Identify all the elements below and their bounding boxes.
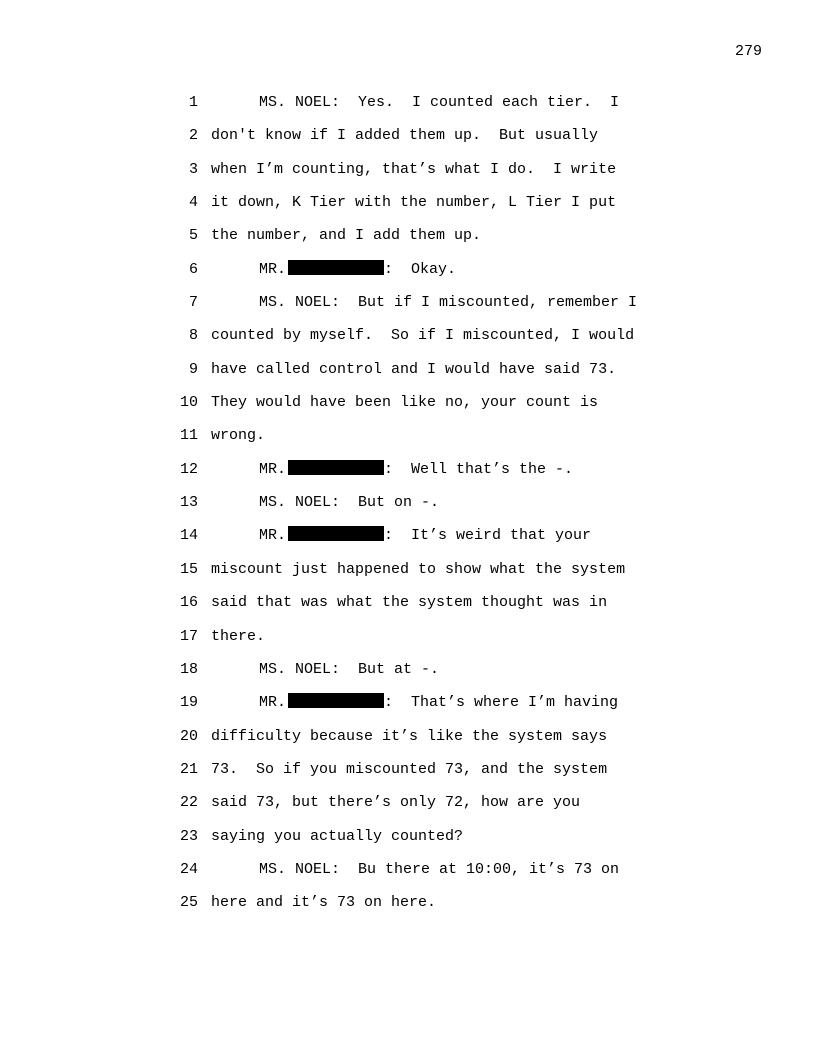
transcript-line [175, 426, 775, 459]
line-text-content: 73. So if you miscounted 73, and the system [211, 760, 608, 778]
transcript-line [175, 526, 775, 559]
line-text-content: difficulty because it’s like the system says [211, 727, 608, 745]
line-text [211, 226, 481, 246]
line-text-content: MS. NOEL: But if I miscounted, remember I [259, 294, 638, 312]
line-text [211, 393, 598, 413]
line-number: 13 [179, 494, 198, 512]
line-number: 23 [179, 827, 198, 845]
line-number: 6 [188, 260, 198, 278]
transcript-line [175, 160, 775, 193]
redaction-block [288, 460, 384, 475]
line-text-content: MS. NOEL: Yes. I counted each tier. I [259, 94, 620, 111]
line-text-content: MS. NOEL: But at -. [259, 660, 440, 678]
line-text-content: counted by myself. So if I miscounted, I would [211, 327, 635, 345]
line-text [211, 627, 265, 647]
line-text-content: MR. [259, 260, 287, 278]
line-number: 7 [188, 294, 198, 312]
line-text [211, 426, 265, 446]
transcript-line [175, 493, 775, 526]
line-text [211, 460, 573, 480]
transcript-body [175, 93, 775, 927]
transcript-line [175, 193, 775, 226]
transcript-line [175, 393, 775, 426]
line-text-content: MR. [259, 694, 287, 712]
line-number: 19 [179, 694, 198, 712]
line-text [211, 593, 607, 613]
transcript-line [175, 727, 775, 760]
line-number: 24 [179, 860, 198, 878]
line-text [211, 760, 607, 780]
line-text [211, 660, 439, 680]
line-text [211, 827, 463, 847]
line-text-content: MR. [259, 527, 287, 545]
line-number: 12 [179, 460, 198, 478]
transcript-line [175, 326, 775, 359]
redaction-block [288, 693, 384, 708]
line-text [211, 727, 607, 747]
transcript-line [175, 627, 775, 660]
line-text [211, 293, 637, 313]
transcript-line [175, 126, 775, 159]
line-number: 25 [179, 894, 198, 912]
line-text [211, 326, 634, 346]
line-text-content: there. [211, 627, 266, 645]
redaction-block [288, 526, 384, 541]
line-text-content: wrong. [211, 427, 266, 445]
line-text [211, 860, 619, 880]
line-number: 14 [179, 527, 198, 545]
line-text [211, 526, 591, 546]
line-number: 16 [179, 594, 198, 612]
transcript-line [175, 260, 775, 293]
line-number: 4 [188, 194, 198, 212]
line-number: 22 [179, 794, 198, 812]
line-number: 15 [179, 560, 198, 578]
line-text-content: MS. NOEL: Bu there at 10:00, it’s 73 on [259, 860, 620, 878]
line-text [211, 693, 618, 713]
transcript-line [175, 760, 775, 793]
transcript-line [175, 593, 775, 626]
line-text [211, 493, 439, 513]
line-text [211, 793, 580, 813]
line-text-continuation: : That’s where I’m having [384, 694, 619, 712]
transcript-line [175, 360, 775, 393]
line-text [211, 160, 616, 180]
line-number: 8 [188, 327, 198, 345]
line-text [211, 193, 616, 213]
line-text [211, 93, 619, 113]
line-number: 1 [188, 94, 198, 111]
line-text-content: here and it’s 73 on here. [211, 894, 437, 912]
transcript-line [175, 693, 775, 726]
line-number: 11 [179, 427, 198, 445]
line-text-content: when I’m counting, that’s what I do. I write [211, 160, 617, 178]
line-text-content: MS. NOEL: But on -. [259, 494, 440, 512]
transcript-line [175, 293, 775, 326]
redaction-block [288, 260, 384, 275]
line-number: 5 [188, 227, 198, 245]
transcript-line [175, 560, 775, 593]
transcript-line [175, 893, 775, 926]
line-number: 2 [188, 127, 198, 145]
line-number: 17 [179, 627, 198, 645]
transcript-line [175, 660, 775, 693]
transcript-line [175, 93, 775, 126]
line-text-content: MR. [259, 460, 287, 478]
line-text [211, 126, 598, 146]
line-number: 3 [188, 160, 198, 178]
line-text [211, 893, 436, 913]
transcript-line [175, 460, 775, 493]
transcript-line [175, 793, 775, 826]
line-text [211, 360, 616, 380]
line-text-content: said 73, but there’s only 72, how are you [211, 794, 581, 812]
transcript-line [175, 827, 775, 860]
transcript-line [175, 860, 775, 893]
line-number: 10 [179, 394, 198, 412]
line-text-content: They would have been like no, your count is [211, 394, 599, 412]
line-text-content: said that was what the system thought was in [211, 594, 608, 612]
line-text-content: the number, and I add them up. [211, 227, 482, 245]
line-text-content: miscount just happened to show what the system [211, 560, 626, 578]
line-number: 21 [179, 760, 198, 778]
line-number: 18 [179, 660, 198, 678]
line-text-content: saying you actually counted? [211, 827, 464, 845]
line-number: 20 [179, 727, 198, 745]
line-text-content: don't know if I added them up. But usually [211, 127, 599, 145]
transcript-line [175, 226, 775, 259]
line-text [211, 260, 456, 280]
line-text-continuation: : Well that’s the -. [384, 460, 574, 478]
page-number: 279 [734, 43, 762, 60]
line-number: 9 [188, 360, 198, 378]
line-text-content: it down, K Tier with the number, L Tier I put [211, 194, 617, 212]
line-text-continuation: : Okay. [384, 260, 457, 278]
line-text-continuation: : It’s weird that your [384, 527, 592, 545]
line-text [211, 560, 625, 580]
line-text-content: have called control and I would have said 73. [211, 360, 617, 378]
